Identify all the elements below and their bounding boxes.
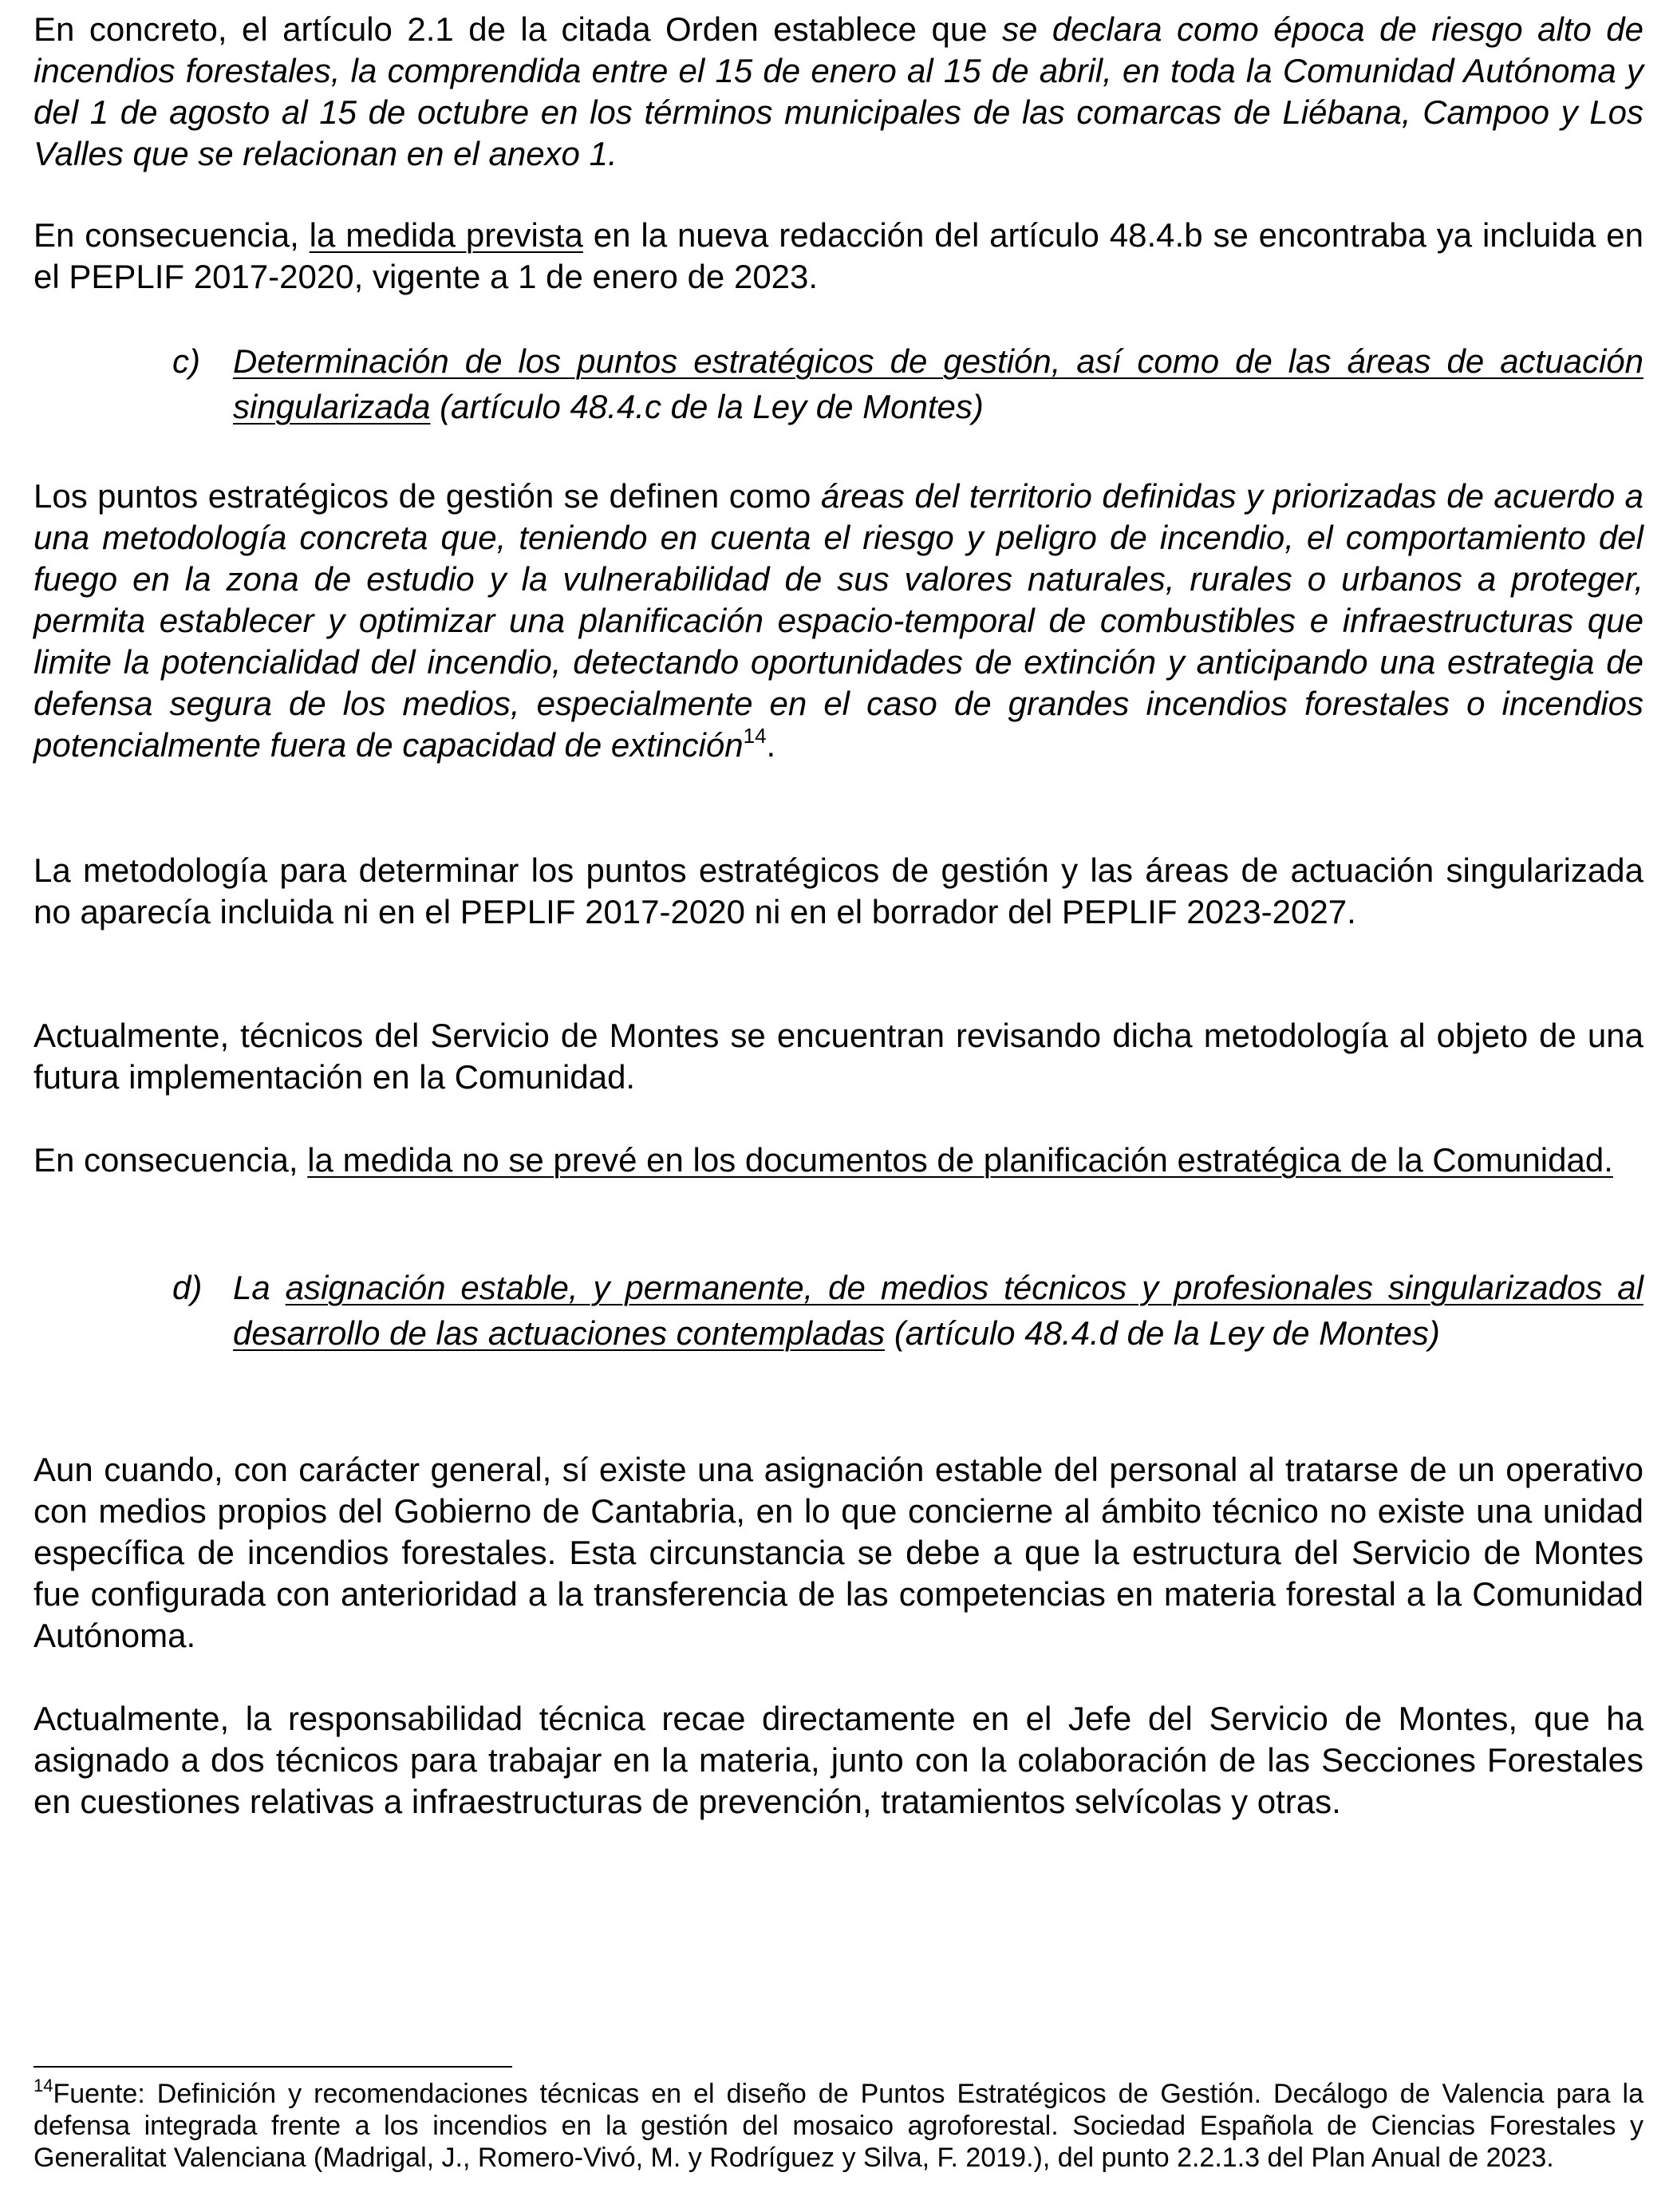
paragraph-orden-articulo bbox=[34, 9, 1643, 175]
italic-definition: áreas del territorio definidas y priorizadas de acuerdo a una metodología concreta que, teniendo en cuenta el riesgo y peligro de incendio, el comportamiento del fuego en la zona de estudio y la vulnerabilidad de sus valores naturales, rurales o urbanos a proteger, permita establecer y optimizar una planificación espacio-temporal de combustibles e infraestructuras que limite la potencialidad del incendio, detectando oportunidades de extinción y anticipando una estrategia de defensa segura de los medios, especialmente en el caso de grandes incendios forestales o incendios potencialmente fuera de capacidad de extinción bbox=[34, 477, 1643, 764]
underlined-conclusion: la medida prevista bbox=[309, 216, 583, 254]
paragraph-actualmente-1: Actualmente, técnicos del Servicio de Montes se encuentran revisando dicha metodología al objeto de una futura implementación en la Comunidad. bbox=[34, 1017, 1643, 1096]
text-run: en la nueva redacción del artículo 48.4.b se encontraba ya incluida en el PEPLIF 2017-2020, vigente a 1 de enero de 2023. bbox=[34, 216, 1643, 295]
italic-quote: se declara como época de riesgo alto de incendios forestales, la comprendida entre el 15 de enero al 15 de abril, en toda la Comunidad Autónoma y del 1 de agosto al 15 de octubre en los términos municipales de las comarcas de Liébana, Campoo y Los Valles que se relacionan en el anexo 1. bbox=[34, 10, 1643, 172]
paragraph-actualmente-2: Actualmente, la responsabilidad técnica recae directamente en el Jefe del Servicio de Montes, que ha asignado a dos técnicos para trabajar en la materia, junto con la colaboración de las Secciones Forestales en cuestiones relativas a infraestructuras de prevención, tratamientos selvícolas y otras. bbox=[34, 1700, 1643, 1820]
underlined-conclusion: la medida no se prevé en los documentos de planificación estratégica de la Comunidad. bbox=[307, 1141, 1613, 1179]
list-marker: c) bbox=[172, 342, 200, 380]
article-reference: (artículo 48.4.d de la Ley de Montes) bbox=[885, 1314, 1440, 1352]
paragraph-metodologia: La metodología para determinar los puntos estratégicos de gestión y las áreas de actuación singularizada no aparecía incluida ni en el PEPLIF 2017-2020 ni en el borrador del PEPLIF 2023-2027. bbox=[34, 851, 1643, 930]
list-item-body bbox=[233, 1265, 1643, 1356]
paragraph-puntos-estrategicos bbox=[34, 476, 1643, 766]
list-item-c bbox=[172, 338, 1643, 429]
text-run: La bbox=[233, 1269, 286, 1306]
footnote-text: Fuente: Definición y recomendaciones técnicas en el diseño de Puntos Estratégicos de Gestión. Decálogo de Valencia para la defensa integrada frente a los incendios en la gestión del mosaico agroforestal. Sociedad Española de Ciencias Forestales y Generalitat Valenciana (Madrigal, J., Romero-Vivó, M. y Rodríguez y Silva, F. 2019.), del punto 2.2.1.3 del Plan Anual de 2023. bbox=[34, 2079, 1643, 2173]
footnote-reference: 14 bbox=[743, 724, 767, 748]
paragraph-consecuencia-1 bbox=[34, 215, 1643, 298]
text-run: En concreto, el artículo 2.1 de la citada Orden establece que bbox=[34, 10, 1003, 48]
text-run: Los puntos estratégicos de gestión se definen como bbox=[34, 477, 821, 515]
paragraph-asignacion-personal: Aun cuando, con carácter general, sí existe una asignación estable del personal al tratarse de un operativo con medios propios del Gobierno de Cantabria, en lo que concierne al ámbito técnico no existe una unidad específica de incendios forestales. Esta circunstancia se debe a que la estructura del Servicio de Montes fue configurada con anterioridad a la transferencia de las competencias en materia forestal a la Comunidad Autónoma. bbox=[34, 1451, 1643, 1654]
text-run: En consecuencia, bbox=[34, 1141, 308, 1179]
text-run: . bbox=[766, 726, 776, 764]
list-item-body bbox=[233, 338, 1643, 429]
footnote bbox=[34, 2075, 1643, 2174]
text-run: En consecuencia, bbox=[34, 216, 310, 254]
footnote-separator bbox=[34, 2066, 512, 2068]
paragraph-consecuencia-2 bbox=[34, 1140, 1643, 1181]
article-reference: (artículo 48.4.c de la Ley de Montes) bbox=[430, 388, 984, 425]
list-marker: d) bbox=[172, 1269, 203, 1306]
footnote-number: 14 bbox=[34, 2075, 53, 2095]
underlined-heading: Determinación de los puntos estratégicos de gestión, así como de las áreas de actuación singularizada bbox=[233, 342, 1643, 425]
list-item-d bbox=[172, 1265, 1643, 1356]
underlined-heading: asignación estable, y permanente, de medios técnicos y profesionales singularizados al desarrollo de las actuaciones contempladas bbox=[233, 1269, 1643, 1352]
